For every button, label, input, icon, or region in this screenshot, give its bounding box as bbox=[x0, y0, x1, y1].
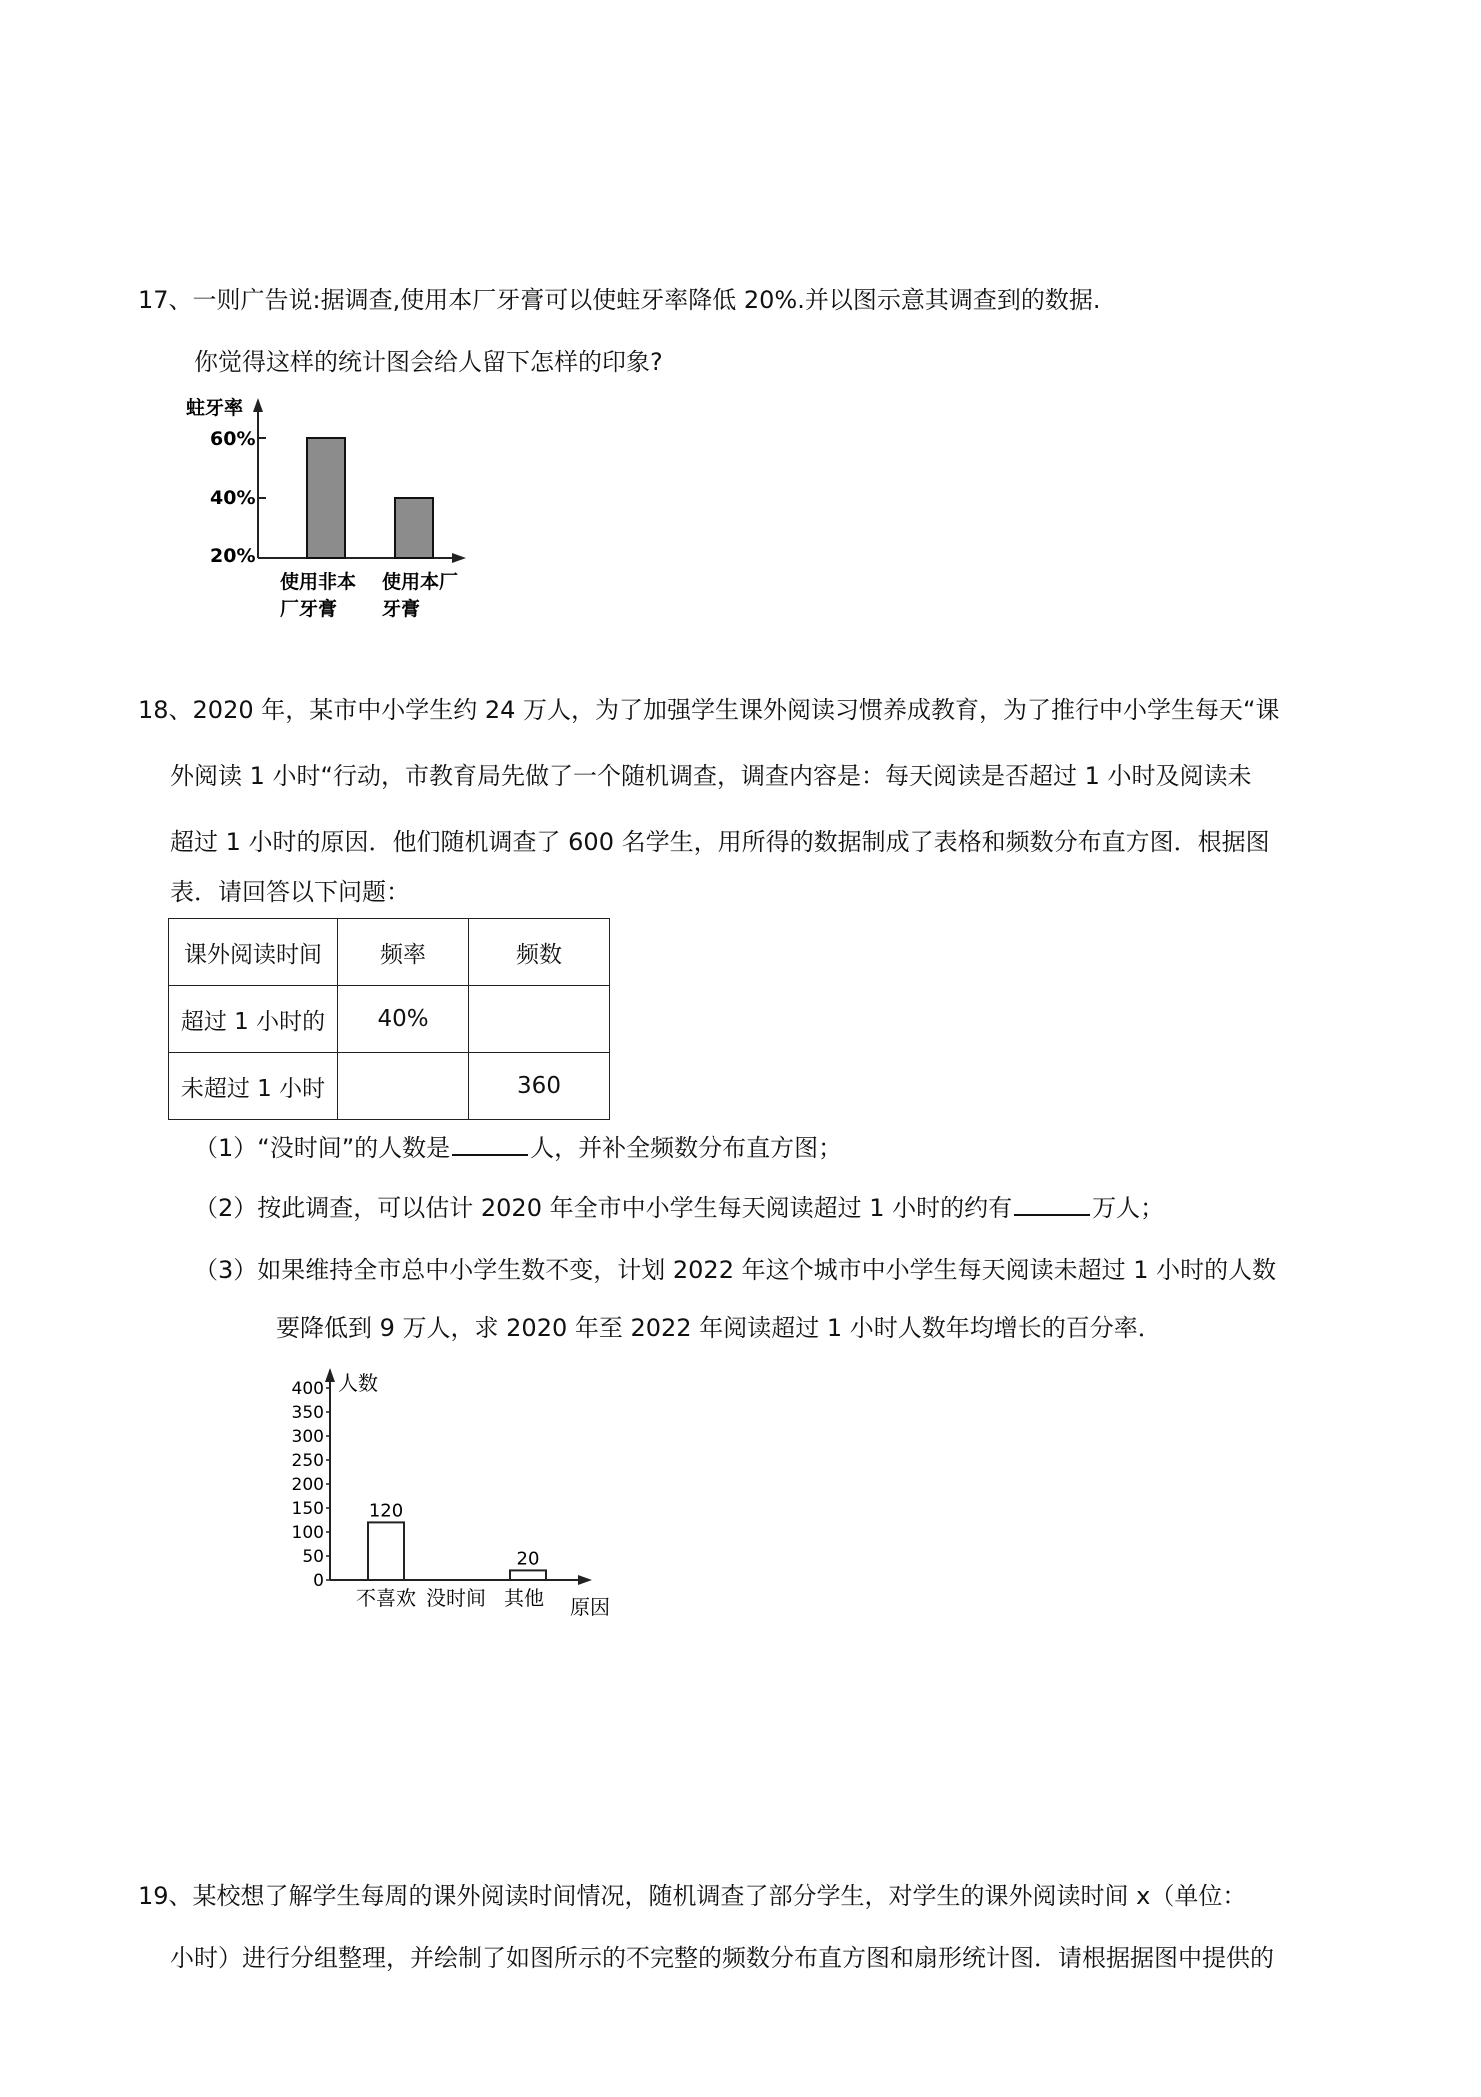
q18-line-4: 表．请回答以下问题： bbox=[170, 878, 410, 906]
table-cell: 360 bbox=[469, 1053, 610, 1120]
table-row bbox=[169, 986, 610, 1053]
chart2-data-label-dislike: 120 bbox=[368, 1500, 404, 1522]
q18-sub-2-text-a: （2）按此调查，可以估计 2020 年全市中小学生每天阅读超过 1 小时的约有 bbox=[194, 1194, 1013, 1222]
table-header-cell: 频率 bbox=[338, 919, 469, 986]
q18-line-3: 超过 1 小时的原因．他们随机调查了 600 名学生，用所得的数据制成了表格和频数分布直方图．根据图 bbox=[170, 828, 1270, 856]
chart2-cat-dislike: 不喜欢 bbox=[356, 1586, 416, 1610]
chart1-bar-non-brand bbox=[307, 438, 345, 558]
reason-histogram bbox=[290, 1362, 630, 1622]
q18-sub-1-text-b: 人，并补全频数分布直方图； bbox=[530, 1134, 843, 1162]
chart1-cat-1-line2: 牙膏 bbox=[382, 598, 421, 620]
chart2-bar-other bbox=[510, 1570, 546, 1580]
table-row bbox=[169, 1053, 610, 1120]
q19-line-1: 19、某校想了解学生每周的课外阅读时间情况，随机调查了部分学生，对学生的课外阅读时间 x（单位： bbox=[138, 1882, 1247, 1910]
chart1-bar-brand bbox=[395, 498, 433, 558]
chart2-data-label-other: 20 bbox=[516, 1548, 540, 1570]
table-cell: 未超过 1 小时 bbox=[169, 1053, 338, 1120]
table-header-row bbox=[169, 919, 610, 986]
q17-line-2: 你觉得这样的统计图会给人留下怎样的印象? bbox=[194, 348, 663, 376]
table-cell: 40% bbox=[338, 986, 469, 1053]
table-header-cell: 频数 bbox=[469, 919, 610, 986]
answer-blank[interactable] bbox=[1014, 1192, 1090, 1216]
chart1-ytick-60: 60% bbox=[210, 428, 256, 450]
reading-time-table bbox=[168, 918, 610, 1120]
chart2-ytick-label: 50 bbox=[302, 1547, 324, 1567]
q18-sub-3-line-1: （3）如果维持全市总中小学生数不变，计划 2022 年这个城市中小学生每天阅读未超过 1 小时的人数 bbox=[194, 1256, 1277, 1284]
table-cell bbox=[469, 986, 610, 1053]
chart1-ylabel: 蛀牙率 bbox=[186, 397, 244, 419]
chart2-ytick-label: 100 bbox=[291, 1523, 324, 1543]
chart1-y-arrow bbox=[253, 398, 263, 412]
q18-sub-2-text-b: 万人； bbox=[1092, 1194, 1165, 1222]
table-cell: 超过 1 小时的 bbox=[169, 986, 338, 1053]
chart2-ytick-label: 150 bbox=[291, 1499, 324, 1519]
chart2-ytick-label: 300 bbox=[291, 1427, 324, 1447]
table-header-cell: 课外阅读时间 bbox=[169, 919, 338, 986]
chart2-cat-other: 其他 bbox=[504, 1586, 544, 1610]
chart2-x-arrow bbox=[578, 1575, 592, 1585]
chart2-xlabel: 原因 bbox=[570, 1595, 610, 1619]
chart2-y-ticks bbox=[292, 1379, 330, 1591]
chart2-ytick-label: 0 bbox=[313, 1571, 324, 1591]
chart1-cat-0-line2: 厂牙膏 bbox=[280, 598, 338, 620]
q18-line-2: 外阅读 1 小时“行动，市教育局先做了一个随机调查，调查内容是：每天阅读是否超过 1 小时及阅读未 bbox=[170, 762, 1252, 790]
chart1-cat-0-line1: 使用非本 bbox=[280, 571, 357, 593]
q18-sub-1 bbox=[194, 1132, 842, 1164]
chart1-cat-1-line1: 使用本厂 bbox=[382, 571, 459, 593]
q18-sub-2 bbox=[194, 1192, 1164, 1224]
toothpaste-bar-chart bbox=[180, 390, 480, 630]
q18-sub-1-text-a: （1）“没时间”的人数是 bbox=[194, 1134, 451, 1162]
q19-line-2: 小时）进行分组整理，并绘制了如图所示的不完整的频数分布直方图和扇形统计图．请根据据图中提供的 bbox=[170, 1944, 1274, 1972]
table-cell bbox=[338, 1053, 469, 1120]
q18-line-1: 18、2020 年，某市中小学生约 24 万人，为了加强学生课外阅读习惯养成教育，为了推行中小学生每天“课 bbox=[138, 696, 1280, 724]
chart1-ytick-20: 20% bbox=[210, 545, 256, 567]
chart1-x-arrow bbox=[452, 553, 466, 563]
chart2-bar-dislike bbox=[368, 1522, 404, 1580]
answer-blank[interactable] bbox=[452, 1132, 528, 1156]
q17-line-1: 17、一则广告说:据调查,使用本厂牙膏可以使蛀牙率降低 20%.并以图示意其调查到的数据. bbox=[138, 286, 1101, 314]
chart2-cat-no-time: 没时间 bbox=[426, 1586, 486, 1610]
chart2-ylabel: 人数 bbox=[338, 1371, 378, 1395]
chart2-ytick-label: 250 bbox=[291, 1451, 324, 1471]
chart1-ytick-40: 40% bbox=[210, 487, 256, 509]
chart2-ytick-label: 400 bbox=[291, 1379, 324, 1399]
chart2-ytick-label: 350 bbox=[291, 1403, 324, 1423]
q18-sub-3-line-2: 要降低到 9 万人，求 2020 年至 2022 年阅读超过 1 小时人数年均增长的百分率． bbox=[276, 1314, 1162, 1342]
chart2-ytick-label: 200 bbox=[291, 1475, 324, 1495]
chart2-y-arrow bbox=[325, 1368, 335, 1382]
